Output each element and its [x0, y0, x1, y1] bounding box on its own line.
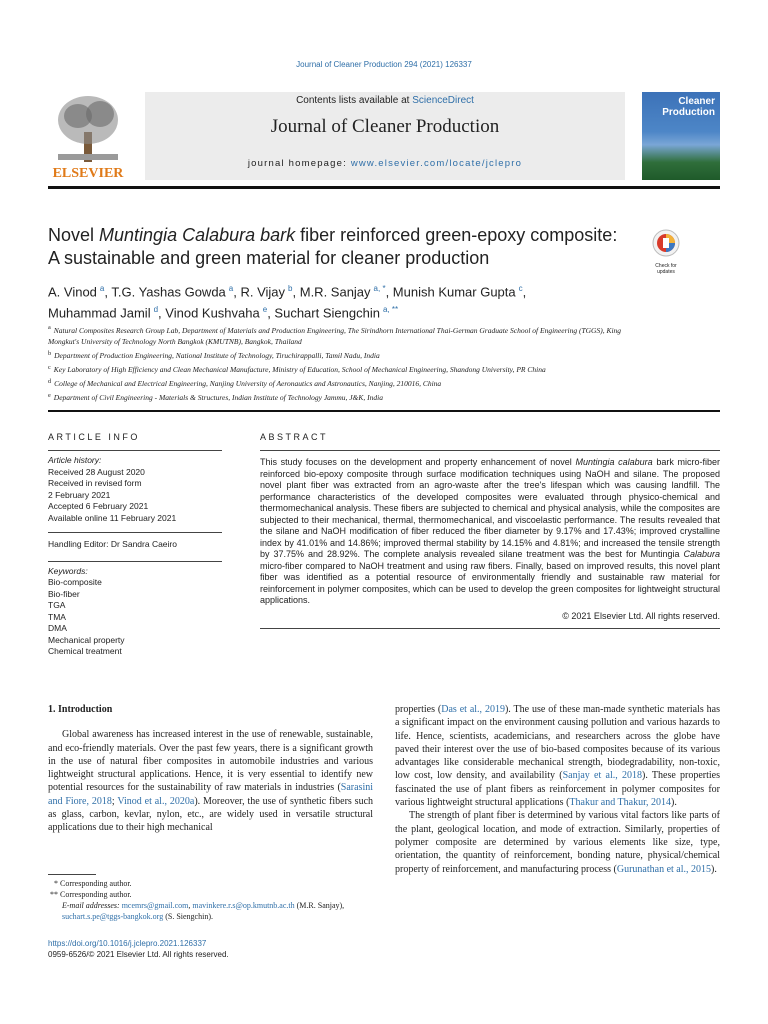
- author-name: T.G. Yashas Gowda: [111, 284, 226, 300]
- author-affiliation-marker[interactable]: a, *: [373, 284, 386, 293]
- journal-homepage: journal homepage: www.elsevier.com/locate/jclepro: [247, 158, 523, 169]
- keyword-item: Bio-fiber: [48, 588, 80, 599]
- journal-reference-link[interactable]: Journal of Cleaner Production 294 (2021) 126337: [296, 60, 472, 69]
- author-name: R. Vijay: [240, 284, 286, 300]
- author-affiliation-marker[interactable]: e: [262, 305, 268, 315]
- homepage-link[interactable]: www.elsevier.com/locate/jclepro: [350, 158, 523, 169]
- affiliation-item: $^c$ Key Laboratory of High Efficiency and Clean Mechanical Manufacture, Ministry of Education, School of Mechanical Engineering, Shandong University, PR China: [48, 363, 546, 374]
- contents-line: Contents lists available at ScienceDirect: [296, 95, 474, 106]
- section-rule: [48, 410, 720, 412]
- citation-link[interactable]: Sanjay et al., 2018: [562, 770, 642, 782]
- doi-link[interactable]: https://doi.org/10.1016/j.jclepro.2021.126337: [48, 939, 207, 948]
- email-link[interactable]: mavinkere.r.s@op.kmutnb.ac.th: [192, 901, 295, 910]
- keyword-list: [48, 577, 222, 658]
- footnotes: * Corresponding author. ** Corresponding author. E-mail addresses: mcemrs@gmail.com, mavinkere.r.s@op.kmutnb.ac.th (M.R. Sanjay), suchart.s.pe@tggs-bangkok.org (S. Siengchin).: [50, 879, 345, 921]
- history-list: [48, 467, 222, 525]
- intro-paragraph-1-cont: properties (Das et al., 2019). The use of these man-made synthetic materials has a significant impact on the environment causing pollution and various hazards to life. Hence, scientists, academicians, and researchers across the globe have paved their interest over the use of bio-based composites because of its various advantages like considerable mechanical strength, biodegradability, non-toxic, low cost, low density, and availability (Sanjay et al., 2018). These properties fascinated the use of plant fibers as reinforcement in polymer composites for various lightweight structural applications (Thakur and Thakur, 2014).: [395, 704, 721, 809]
- article-info-heading: ARTICLE INFO: [48, 432, 140, 442]
- elsevier-logo: [48, 92, 128, 182]
- abstract-copyright: © 2021 Elsevier Ltd. All rights reserved.: [562, 610, 720, 621]
- citation-link[interactable]: Vinod et al., 2020a: [117, 795, 195, 807]
- author-affiliation-marker[interactable]: c: [518, 284, 523, 293]
- abstract: [260, 450, 720, 629]
- author-affiliation-marker[interactable]: a: [228, 284, 234, 293]
- citation-link[interactable]: Gurunathan et al., 2015: [616, 863, 711, 875]
- history-item: Received 28 August 2020: [48, 466, 145, 477]
- article-info: [48, 450, 222, 658]
- intro-paragraph-1: Global awareness has increased interest in the use of renewable, sustainable, and eco-friendly materials. Over the past few years, there is a significant growth in the use of natural fiber composites in automobile industries and various lightweight structural applications. Hence, it is very essential to identify new potential resources for the sustainability of raw materials in industries (Sarasini and Fiore, 2018; Vinod et al., 2020a). Moreover, the use of synthetic fibers such as glass, carbon, kevlar, nylon, etc., are widely used in versatile structural applications due to their high mechanical: [48, 729, 374, 834]
- author-name: Suchart Siengchin: [274, 305, 380, 321]
- author-name: M.R. Sanjay: [299, 284, 371, 300]
- history-item: 2 February 2021: [48, 489, 111, 500]
- author-affiliation-marker[interactable]: b: [288, 284, 293, 293]
- author-name: A. Vinod: [48, 284, 97, 300]
- email-link[interactable]: suchart.s.pe@tggs-bangkok.org: [62, 912, 164, 921]
- crossmark-icon: [651, 228, 681, 258]
- author-affiliation-marker[interactable]: a: [99, 284, 105, 293]
- article-title: Novel Muntingia Calabura bark fiber reinforced green-epoxy composite: A sustainable and green material for cleaner production: [48, 225, 618, 268]
- keyword-item: TMA: [48, 611, 66, 622]
- history-label: Article history:: [48, 455, 102, 465]
- issn-line: 0959-6526/© 2021 Elsevier Ltd. All rights reserved.: [48, 950, 229, 959]
- keyword-item: Bio-composite: [48, 577, 102, 587]
- body-left-column: [48, 703, 373, 835]
- affiliation-list: [48, 322, 638, 404]
- keyword-item: Mechanical property: [48, 634, 125, 645]
- affiliation-item: $^a$ Natural Composites Research Group Lab, Department of Materials and Production Engineering, The Sirindhorn International Thai-German Graduate School of Engineering (TGGS), King Mongkut's University of Technology North Bangkok (KMUTNB), Bangkok, Thailand: [48, 324, 622, 346]
- author-affiliation-marker[interactable]: d: [153, 305, 159, 315]
- keyword-item: TGA: [48, 600, 66, 610]
- author-name: Muhammad Jamil: [48, 305, 151, 321]
- author-affiliation-marker[interactable]: a, **: [382, 305, 399, 315]
- journal-cover-image: Cleaner Production: [642, 92, 720, 180]
- check-for-updates-badge[interactable]: Check for updates: [648, 228, 684, 268]
- citation-link[interactable]: Das et al., 2019: [441, 704, 505, 715]
- sciencedirect-link[interactable]: ScienceDirect: [412, 95, 474, 106]
- history-item: Accepted 6 February 2021: [48, 501, 149, 511]
- keywords-label: Keywords:: [48, 565, 88, 576]
- history-item: Received in revised form: [48, 478, 142, 488]
- intro-paragraph-2: The strength of plant fiber is determined by various vital factors like parts of the plant, geological location, and mode of extraction. Similarly, properties of polymer composite are determined by various elements like size, type, orientation, the quantity of reinforcement, bonding nature, physical/chemical property of reinforcement, and manufacturing process (Gurunathan et al., 2015).: [395, 810, 720, 875]
- header-rule: [48, 186, 720, 189]
- section-heading-introduction: 1. Introduction: [48, 704, 113, 715]
- abstract-text: This study focuses on the development and property enhancement of novel Muntingia calabura bark micro-fiber reinforced bio-epoxy composite through surface modification techniques using NaOH and silane. The proposed novel plant fiber was extracted from an agro-waste after the tree's lifespan which was causing landfill. The performance characteristics of the developed composites were evaluated through physico-chemical and thermomechanical analysis. These fibers are subjected to chemical and physical analysis, while the composites are subjected to their mechanical, thermal, thermomechanical, and viscoelastic performance. The results revealed that the silane and NaOH modification of fiber reduced the fiber diameter by 9.17% and 17.43%; improved crystalline index by 41.01% and 14.86%; improved thermal stability by 14.15% and 4.81%; and increased the tensile strength by 37.75% and 28.92%. The complete analysis revealed silane treatment was the best for Muntingia Calabura micro-fiber compared to NaOH treatment and using raw fibers. Finally, based on improved results, this novel plant fiber was identified as a potential resource of environmentally friendly and sustainable raw material for reinforcement in polymer composites, which can be used to develop the green composites for lightweight structural applications.: [260, 450, 720, 607]
- affiliation-item: $^b$ Department of Production Engineering, National Institute of Technology, Tiruchirappalli, Tamil Nadu, India: [48, 349, 380, 360]
- citation-link[interactable]: Sarasini and Fiore, 2018: [48, 782, 373, 807]
- footnote-rule: [48, 874, 96, 875]
- email-link[interactable]: mcemrs@gmail.com: [121, 901, 189, 910]
- abstract-heading: ABSTRACT: [260, 432, 329, 442]
- publisher-wordmark: ELSEVIER: [52, 166, 124, 181]
- journal-banner: [145, 92, 625, 180]
- affiliation-item: $^e$ Department of Civil Engineering - Materials & Structures, Indian Institute of Technology Jammu, J&K, India: [48, 391, 383, 402]
- author-name: Munish Kumar Gupta: [392, 284, 516, 300]
- journal-title: Journal of Cleaner Production: [270, 116, 500, 137]
- author-name: Vinod Kushvaha: [165, 305, 260, 321]
- keyword-item: Chemical treatment: [48, 646, 122, 656]
- body-right-column: [395, 703, 720, 876]
- affiliation-item: $^d$ College of Mechanical and Electrical Engineering, Nanjing University of Aeronautics and Astronautics, Nanjing, 210016, China: [48, 377, 442, 388]
- handling-editor: Handling Editor: Dr Sandra Caeiro: [48, 532, 222, 551]
- author-list: A. Vinod $^a$, T.G. Yashas Gowda $^a$, R. Vijay $^b$, M.R. Sanjay $^{a, *}$, Munish Kumar Gupta $^c$, Muhammad Jamil $^d$, Vinod Kushvaha $^e$, Suchart Siengchin $^{a, **}$: [48, 284, 527, 321]
- journal-header: [48, 90, 720, 182]
- citation-link[interactable]: Thakur and Thakur, 2014: [569, 797, 672, 809]
- keyword-item: DMA: [48, 623, 67, 633]
- history-item: Available online 11 February 2021: [48, 512, 177, 523]
- doi-block: [48, 938, 229, 960]
